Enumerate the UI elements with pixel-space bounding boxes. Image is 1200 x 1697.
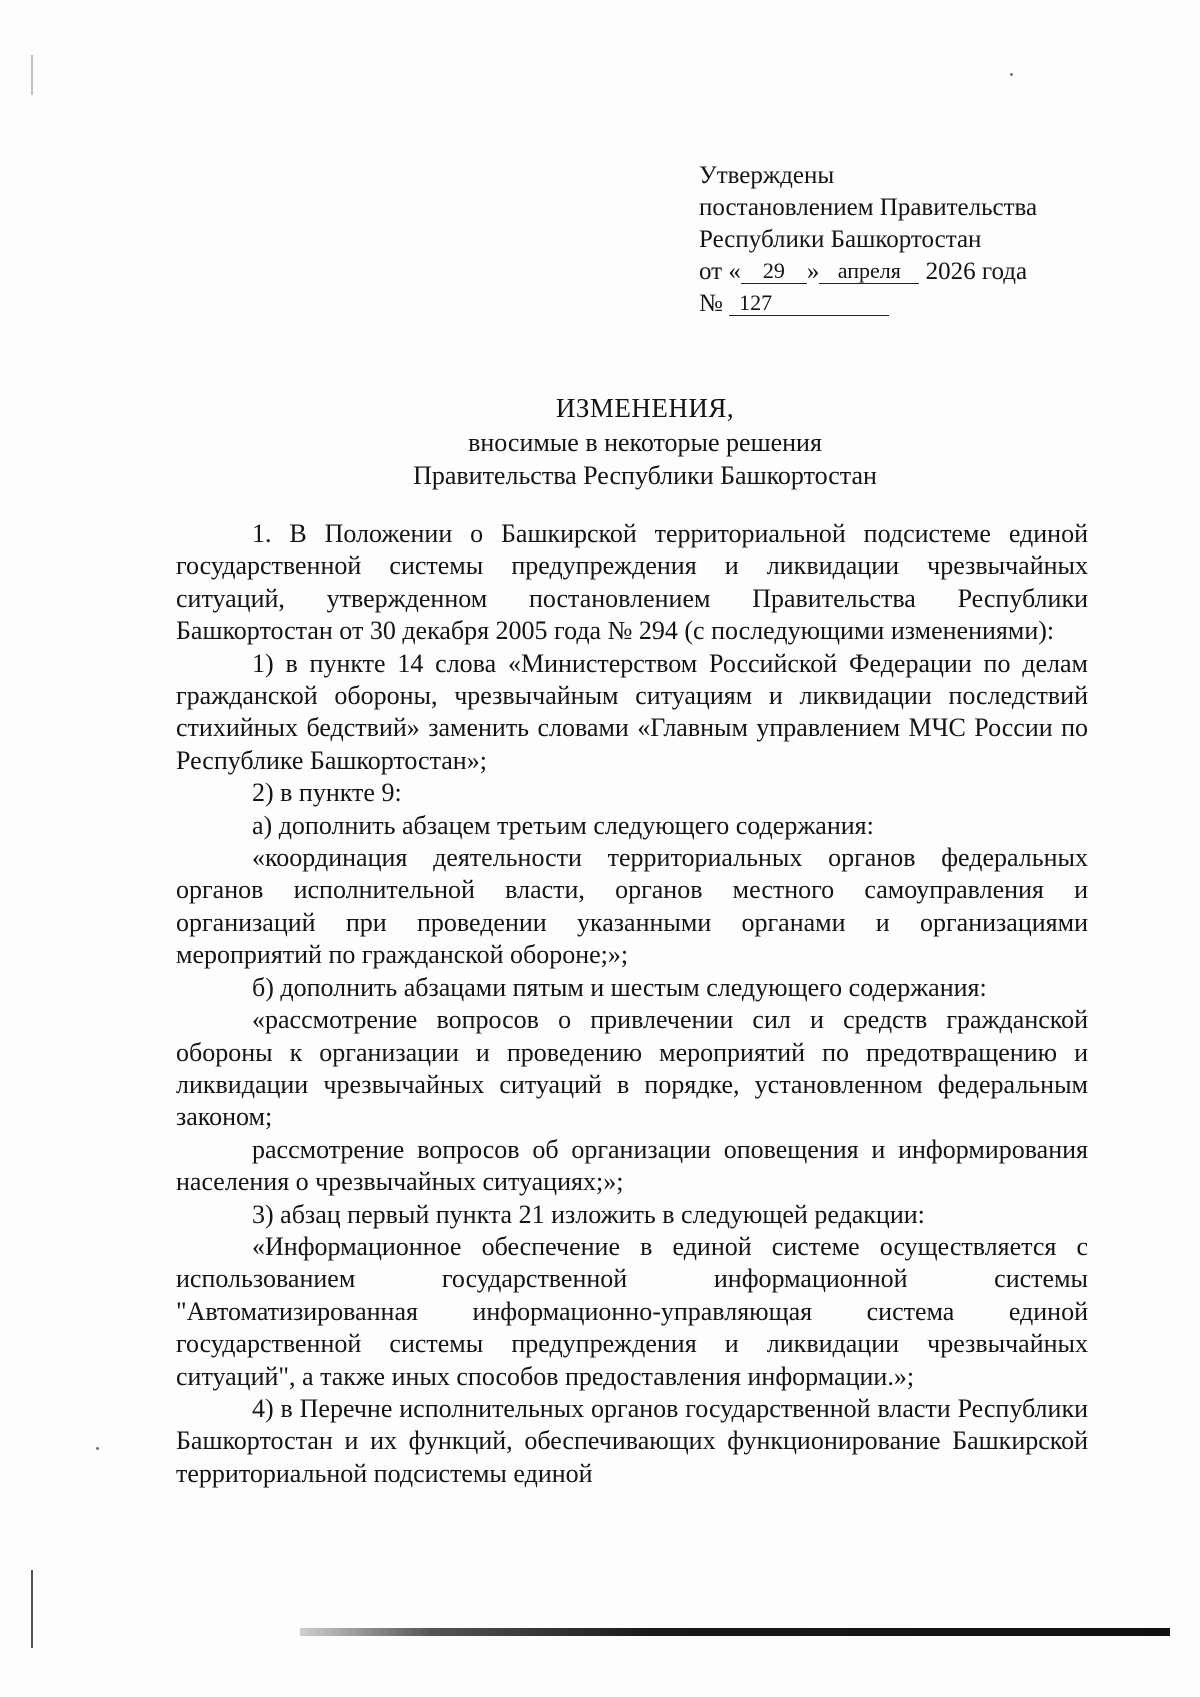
scan-artifact-dot <box>96 1447 99 1450</box>
approval-line: Утверждены <box>699 162 835 189</box>
date-prefix: от « <box>699 258 741 285</box>
paragraph: «координация деятельности территориальных органов федеральных органов исполнительной власти, органов местного самоуправления и организаций при проведении указанными органами и организациями мероприятий по гражданской обороне;»; <box>176 843 1088 970</box>
paragraph: 1. В Положении о Башкирской территориальной подсистеме единой государственной системы предупреждения и ликвидации чрезвычайных ситуаций, утвержденном постановлением Правительства Республики Башкортостан от 30 декабря 2005 года № 294 (с последующими изменениями): <box>176 519 1088 646</box>
document-title: ИЗМЕНЕНИЯ, <box>555 393 735 423</box>
date-year: 2026 года <box>925 258 1028 285</box>
paragraph: 3) абзац первый пункта 21 изложить в следующей редакции: <box>252 1199 925 1229</box>
number-prefix: № <box>699 290 723 317</box>
date-month: апреля <box>819 259 919 284</box>
scan-artifact-dot <box>1010 73 1013 76</box>
approval-line: Республики Башкортостан <box>699 226 982 253</box>
paragraph: «рассмотрение вопросов о привлечении сил и средств гражданской обороны к организации и проведению мероприятий по предотвращению и ликвидации чрезвычайных ситуаций в порядке, установленном федеральным законом; <box>176 1005 1088 1132</box>
paragraph: а) дополнить абзацем третьим следующего содержания: <box>252 810 874 840</box>
number-value: 127 <box>729 291 889 316</box>
scan-artifact-bottom-bar <box>300 1628 1170 1636</box>
paragraph: «Информационное обеспечение в единой системе осуществляется с использованием государственной информационной системы "Автоматизированная информационно-управляющая система единой государственной системы предупреждения и ликвидации чрезвычайных ситуаций", а также иных способов предоставления информации.»; <box>176 1231 1088 1391</box>
approval-line: постановлением Правительства <box>699 194 1038 221</box>
paragraph: рассмотрение вопросов об организации оповещения и информирования населения о чрезвычайных ситуациях;»; <box>176 1134 1088 1197</box>
paragraph: 1) в пункте 14 слова «Министерством Российской Федерации по делам гражданской обороны, чрезвычайным ситуациям и ликвидации последствий стихийных бедствий» заменить словами «Главным управлением МЧС России по Республике Башкортостан»; <box>176 648 1088 775</box>
document-heading <box>0 392 1200 492</box>
scan-artifact-line <box>31 55 33 95</box>
date-day: 29 <box>741 259 807 284</box>
approval-stamp-block <box>699 160 1037 320</box>
date-mid: » <box>806 258 820 285</box>
paragraph: б) дополнить абзацами пятым и шестым следующего содержания: <box>252 972 987 1002</box>
approval-number <box>699 288 1037 320</box>
document-body <box>176 518 1088 1490</box>
document-subtitle: вносимые в некоторые решения <box>468 428 822 457</box>
scan-artifact-line <box>31 1570 33 1648</box>
approval-date <box>699 256 1037 288</box>
paragraph: 2) в пункте 9: <box>252 778 402 808</box>
paragraph: 4) в Перечне исполнительных органов государственной власти Республики Башкортостан и их функций, обеспечивающих функционирование Башкирской территориальной подсистемы единой <box>176 1393 1088 1488</box>
document-subtitle: Правительства Республики Башкортостан <box>413 461 877 490</box>
